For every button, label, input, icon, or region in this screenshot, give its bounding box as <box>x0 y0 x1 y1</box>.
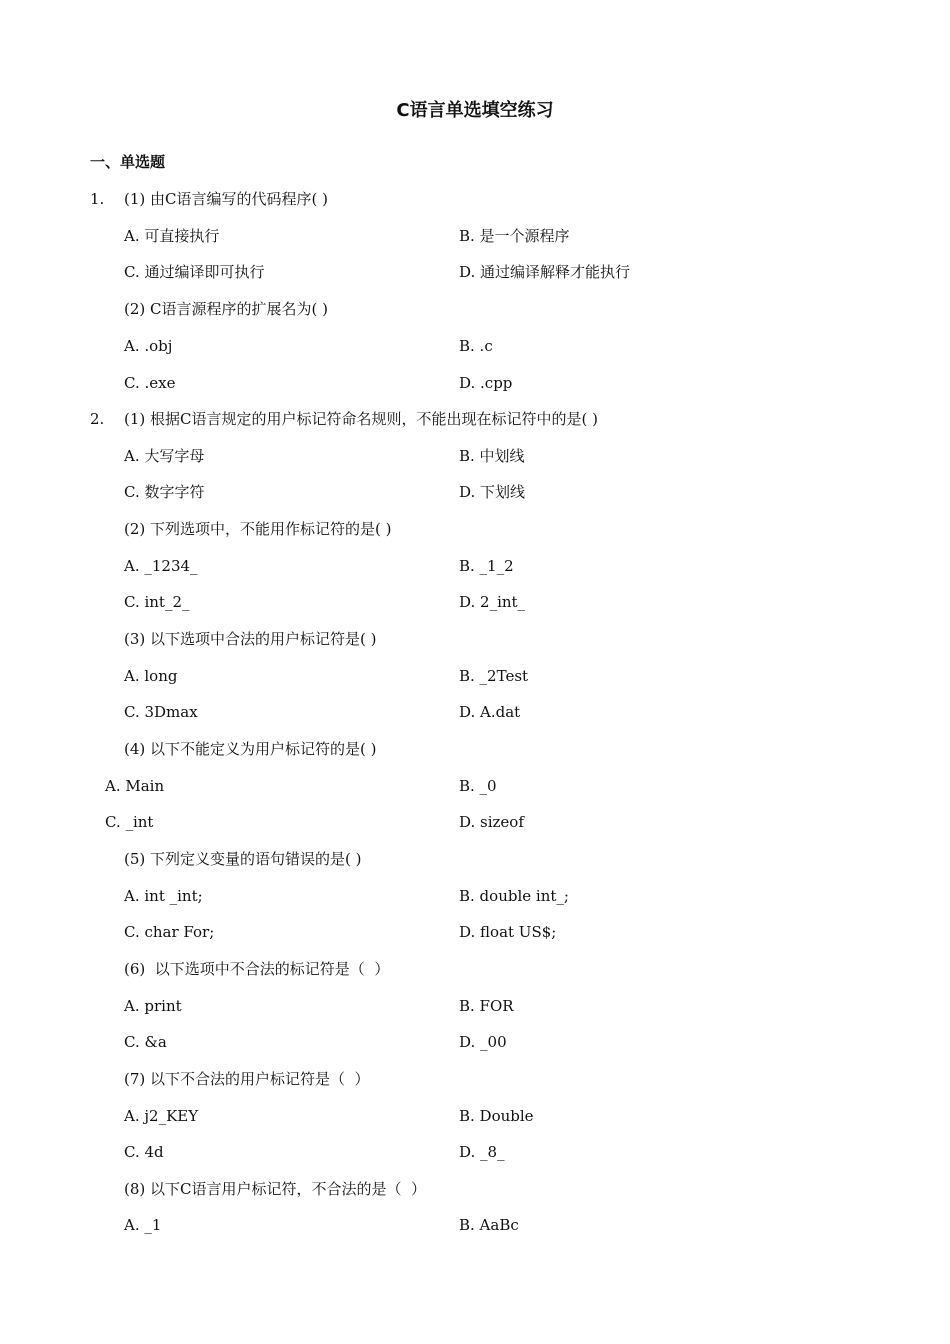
option-c: C. 通过编译即可执行 <box>124 263 265 281</box>
option-a: A. 可直接执行 <box>124 227 220 245</box>
option-d: D. _8_ <box>459 1143 505 1161</box>
option-b: B. 是一个源程序 <box>459 227 570 245</box>
section-heading-single-choice: 一、单选题 <box>90 153 166 171</box>
option-d: D. 2_int_ <box>459 593 526 611</box>
option-d: D. A.dat <box>459 703 521 721</box>
question-stem: (2) C语言源程序的扩展名为( ) <box>124 300 328 318</box>
option-c: C. 4d <box>124 1143 164 1161</box>
option-b: B. AaBc <box>459 1216 519 1234</box>
option-c: C. _int <box>105 813 154 831</box>
option-d: D. float US$; <box>459 923 557 941</box>
document-title: C语言单选填空练习 <box>396 100 554 121</box>
option-c: C. 数字字符 <box>124 483 205 501</box>
question-stem: (6) 以下选项中不合法的标记符是（ ） <box>124 960 390 978</box>
option-b: B. 中划线 <box>459 447 525 465</box>
question-stem: (8) 以下C语言用户标记符，不合法的是（ ） <box>124 1180 427 1198</box>
option-b: B. FOR <box>459 997 514 1015</box>
option-d: D. sizeof <box>459 813 524 831</box>
option-c: C. .exe <box>124 374 176 392</box>
option-c: C. int_2_ <box>124 593 190 611</box>
option-d: D. 下划线 <box>459 483 526 501</box>
option-a: A. 大写字母 <box>124 447 205 465</box>
question-number-2: 2. <box>90 410 105 428</box>
option-a: A. _1 <box>124 1216 162 1234</box>
option-c: C. char For; <box>124 923 215 941</box>
question-stem: (1) 根据C语言规定的用户标记符命名规则，不能出现在标记符中的是( ) <box>124 410 598 428</box>
question-stem: (5) 下列定义变量的语句错误的是( ) <box>124 850 362 868</box>
option-b: B. _1_2 <box>459 557 514 575</box>
option-a: A. _1234_ <box>124 557 198 575</box>
option-a: A. int _int; <box>124 887 203 905</box>
option-d: D. _00 <box>459 1033 507 1051</box>
option-a: A. long <box>124 667 178 685</box>
option-a: A. Main <box>105 777 165 795</box>
option-b: B. double int_; <box>459 887 569 905</box>
option-c: C. &a <box>124 1033 167 1051</box>
option-b: B. _0 <box>459 777 497 795</box>
question-stem: (1) 由C语言编写的代码程序( ) <box>124 190 328 208</box>
question-stem: (7) 以下不合法的用户标记符是（ ） <box>124 1070 370 1088</box>
question-stem: (3) 以下选项中合法的用户标记符是( ) <box>124 630 377 648</box>
option-a: A. .obj <box>124 337 173 355</box>
option-c: C. 3Dmax <box>124 703 198 721</box>
question-number-1: 1. <box>90 190 105 208</box>
option-b: B. Double <box>459 1107 534 1125</box>
question-stem: (4) 以下不能定义为用户标记符的是( ) <box>124 740 377 758</box>
option-a: A. j2_KEY <box>124 1107 199 1125</box>
option-d: D. .cpp <box>459 374 513 392</box>
option-b: B. .c <box>459 337 493 355</box>
question-stem: (2) 下列选项中，不能用作标记符的是( ) <box>124 520 392 538</box>
option-b: B. _2Test <box>459 667 529 685</box>
option-a: A. print <box>124 997 182 1015</box>
option-d: D. 通过编译解释才能执行 <box>459 263 631 281</box>
